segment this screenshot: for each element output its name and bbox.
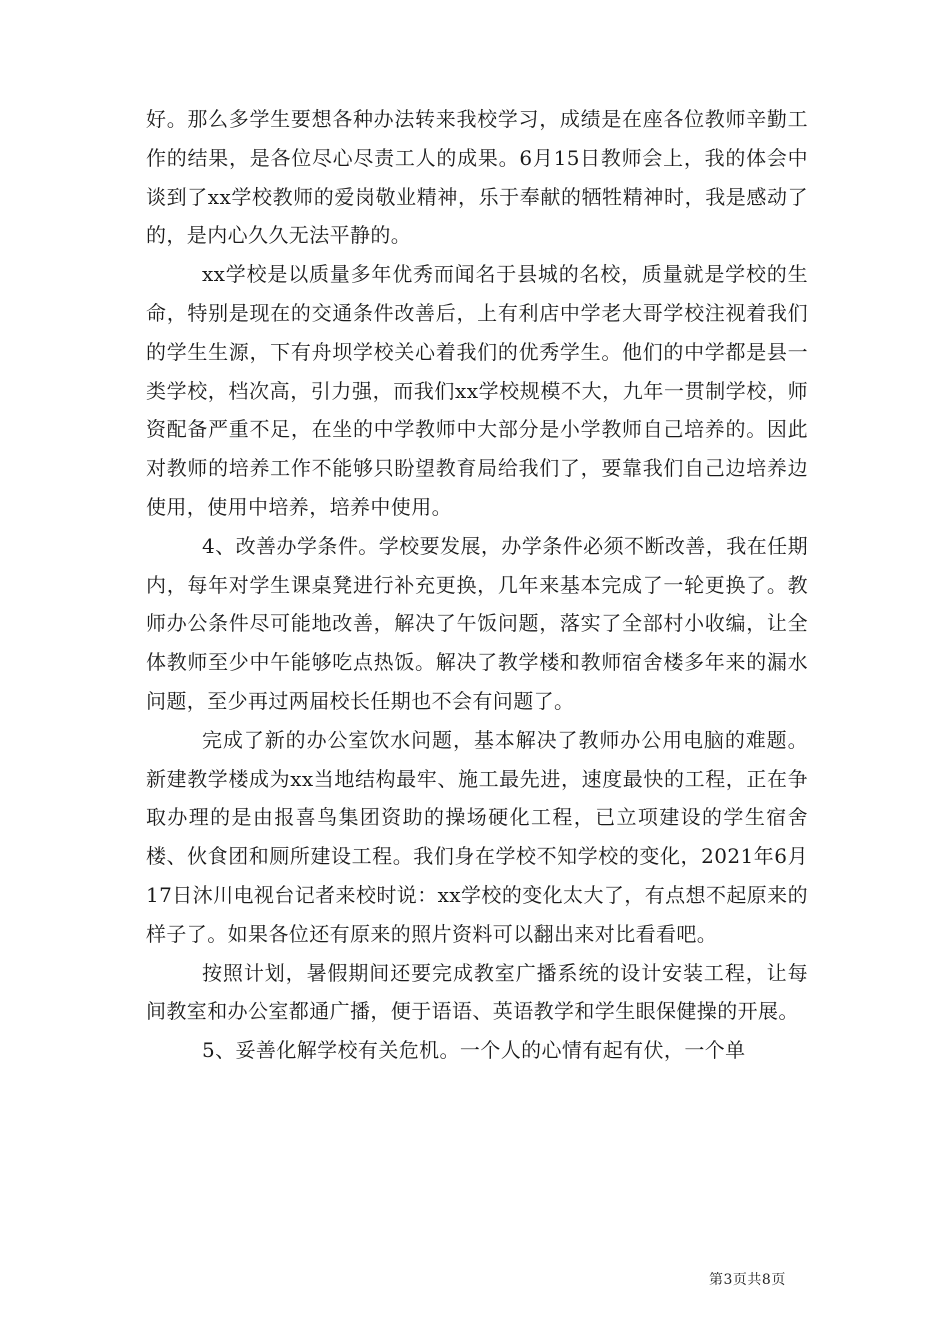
paragraph-4: 完成了新的办公室饮水问题，基本解决了教师办公用电脑的难题。新建教学楼成为xx当地结构最牢、施工最先进，速度最快的工程，正在争取办理的是由报喜鸟集团资助的操场硬化工程，已立项建设的学生宿舍楼、伙食团和厕所建设工程。我们身在学校不知学校的变化，2021年6月17日沐川电视台记者来校时说：xx学校的变化太大了，有点想不起原来的样子了。如果各位还有原来的照片资料可以翻出来对比看看吧。 <box>146 727 808 946</box>
paragraph-6: 5、妥善化解学校有关危机。一个人的心情有起有伏，一个单 <box>202 1038 746 1063</box>
paragraph-1: 好。那么多学生要想各种办法转来我校学习，成绩是在座各位教师辛勤工作的结果，是各位尽心尽责工人的成果。6月15日教师会上，我的体会中谈到了xx学校教师的爱岗敬业精神，乐于奉献的牺牲精神时，我是感动了的，是内心久久无法平静的。 <box>146 107 808 248</box>
page-number: 第3页共8页 <box>709 1272 786 1288</box>
document-body <box>146 100 808 1070</box>
paragraph-2: xx学校是以质量多年优秀而闻名于县城的名校，质量就是学校的生命，特别是现在的交通条件改善后，上有利店中学老大哥学校注视着我们的学生生源，下有舟坝学校关心着我们的优秀学生。他们的中学都是县一类学校，档次高，引力强，而我们xx学校规模不大，九年一贯制学校，师资配备严重不足，在坐的中学教师中大部分是小学教师自己培养的。因此对教师的培养工作不能够只盼望教育局给我们了，要靠我们自己边培养边使用，使用中培养，培养中使用。 <box>146 262 808 519</box>
paragraph-3: 4、改善办学条件。学校要发展，办学条件必须不断改善，我在任期内，每年对学生课桌凳进行补充更换，几年来基本完成了一轮更换了。教师办公条件尽可能地改善，解决了午饭问题，落实了全部村小收编，让全体教师至少中午能够吃点热饭。解决了教学楼和教师宿舍楼多年来的漏水问题，至少再过两届校长任期也不会有问题了。 <box>146 533 808 713</box>
paragraph-5: 按照计划，暑假期间还要完成教室广播系统的设计安装工程，让每间教室和办公室都通广播，便于语语、英语教学和学生眼保健操的开展。 <box>146 960 808 1024</box>
